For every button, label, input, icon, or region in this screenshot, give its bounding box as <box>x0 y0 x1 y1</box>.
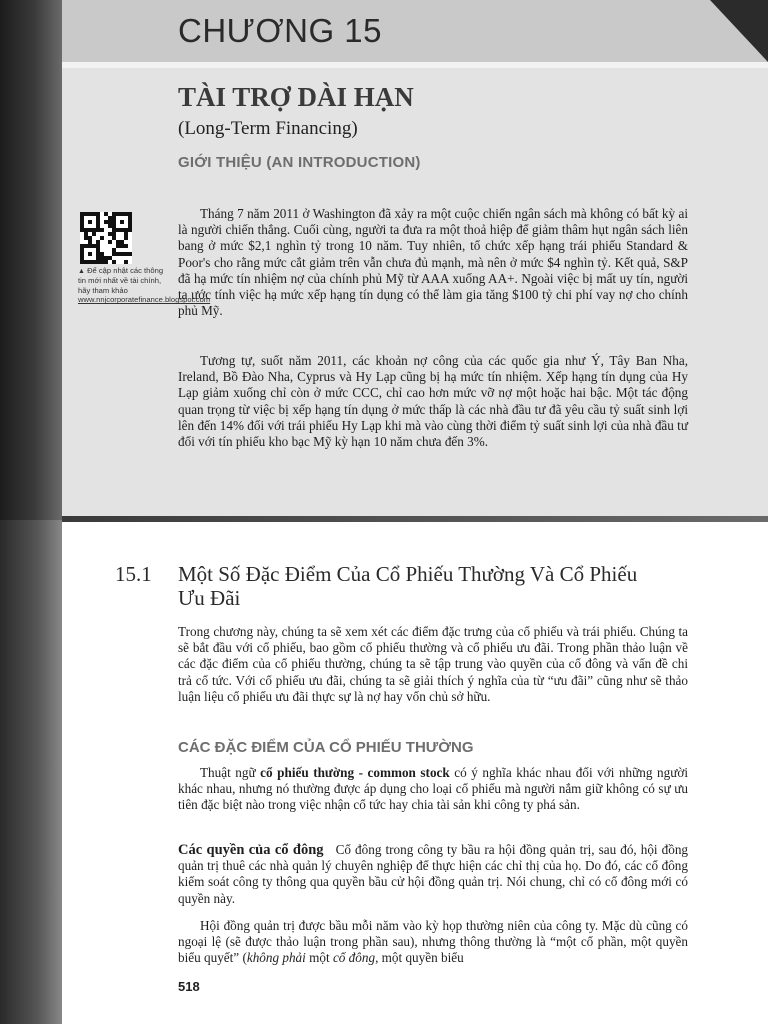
text-run: một <box>305 950 333 966</box>
chapter-header-band <box>62 0 768 62</box>
text-run: Thuật ngữ <box>200 765 261 780</box>
intro-paragraph-1: Tháng 7 năm 2011 ở Washington đã xảy ra một cuộc chiến ngân sách mà không có bất kỳ ai là người chiến thắng. Cuối cùng, người ta đưa ra một thoả hiệp để giảm thâm hụt ngân sách liên bang ở mức $2,1 nghìn tỷ trong 10 năm. Tuy nhiên, tổ chức xếp hạng trái phiếu Standard & Poor's cho rằng mức cắt giảm trên vẫn chưa đủ mạnh, mà nên ở mức $4 nghìn tỷ. Kết quả, S&P đã hạ mức tín nhiệm nợ của chính phủ Mỹ từ AAA xuống AA+. Ngoài việc bị mất uy tín, người ta ước tính việc hạ mức xếp hạng tín dụng có thể làm gia tăng $100 tỷ chi phí vay nợ cho chính phủ Mỹ. <box>178 206 688 319</box>
corner-triangle <box>710 0 768 62</box>
term-separator: - <box>354 765 368 780</box>
chapter-label: CHƯƠNG 15 <box>178 12 383 49</box>
binding-strip-lower <box>0 520 62 1024</box>
margin-note-text: Để cập nhật các thông tin mới nhất về tài chính, hãy tham khảo <box>78 266 164 295</box>
intro-box-bottom-rule <box>62 516 768 522</box>
intro-heading: GIỚI THIỆU (AN INTRODUCTION) <box>178 154 421 171</box>
run-in-heading: Các quyền của cổ đông <box>178 842 324 858</box>
triangle-pointer-icon: ▲ <box>78 268 85 275</box>
section-paragraph-4 <box>178 918 688 967</box>
text-run: có ý nghĩa khác nhau đối với những người khác nhau, nhưng nó thường được áp dụng cho loại cổ phiếu mà người nắm giữ không có sự ưu tiên đặc biệt nào trong việc nhận cổ tức hay chia tài sản khi công ty phá sản. <box>178 765 688 813</box>
qr-code-icon <box>80 212 132 264</box>
chapter-subtitle: (Long-Term Financing) <box>178 118 358 139</box>
italic-run: không phải <box>246 950 306 966</box>
text-run: , một quyền biểu <box>375 950 464 966</box>
italic-run: cổ đông <box>332 950 376 966</box>
section-title: Một Số Đặc Điểm Của Cổ Phiếu Thường Và Cổ Phiếu Ưu Đãi <box>178 562 638 610</box>
page-number: 518 <box>178 979 200 994</box>
margin-note-link[interactable]: www.nnjcorporatefinance.blogspot.com <box>78 295 211 305</box>
text-run: Cổ đông trong công ty bầu ra hội đồng quản trị, sau đó, hội đồng quản trị thuê các nhà quản lý chuyên nghiệp để thực hiện các chỉ thị của họ. Do đó, các cổ đông kiểm soát công ty thông qua quyền bầu cử hội đồng quản trị. Nói chung, chỉ có cổ đông mới có quyền này. <box>178 842 689 906</box>
term-vietnamese: cổ phiếu thường <box>260 765 355 780</box>
intro-paragraph-2: Tương tự, suốt năm 2011, các khoản nợ công của các quốc gia như Ý, Tây Ban Nha, Ireland, Bồ Đào Nha, Cyprus và Hy Lạp cũng bị hạ mức tín nhiệm. Xếp hạng tín dụng của Hy Lạp giảm xuống chỉ còn ở mức CCC, chỉ cao hơn mức vỡ nợ một hoặc hai bậc. Một tác động quan trọng từ việc bị xếp hạng tín dụng ở mức thấp là các nhà đầu tư đã yêu cầu tỷ suất sinh lợi lên đến 14% đối với trái phiếu Hy Lạp khi mà vào cùng thời điểm tỷ suất sinh lợi của nhà đầu tư đối với tín phiếu kho bạc Mỹ kỳ hạn 10 năm chưa đến 3%. <box>178 353 688 450</box>
text-run: Hội đồng quản trị được bầu mỗi năm vào kỳ họp thường niên của công ty. Mặc dù cũng có ngoại lệ (sẽ được thảo luận trong phần sau), nhưng thông thường là “một cổ phần, một quyền biểu quyết” ( <box>178 918 688 966</box>
chapter-title: TÀI TRỢ DÀI HẠN <box>178 82 414 112</box>
section-paragraph-1: Trong chương này, chúng ta sẽ xem xét các điểm đặc trưng của cổ phiếu và trái phiếu. Chúng ta sẽ bắt đầu với cổ phiếu, bao gồm cổ phiếu thường và cổ phiếu ưu đãi. Trong phần thảo luận về các đặc điểm của cổ phiếu thường, chúng ta sẽ tập trung vào quyền của cổ đông và vấn đề chi trả cổ tức. Với cổ phiếu ưu đãi, chúng ta sẽ giải thích ý nghĩa của từ “ưu đãi” cũng như sẽ thảo luận liệu cổ phiếu ưu đãi thực sự là nợ hay vốn chủ sở hữu. <box>178 624 688 704</box>
section-number: 15.1 <box>115 562 152 586</box>
section-paragraph-3 <box>178 842 688 907</box>
term-english: common stock <box>367 765 450 780</box>
subsection-heading: CÁC ĐẶC ĐIỂM CỦA CỔ PHIẾU THƯỜNG <box>178 739 474 756</box>
section-paragraph-2 <box>178 765 688 814</box>
margin-note <box>78 266 211 305</box>
